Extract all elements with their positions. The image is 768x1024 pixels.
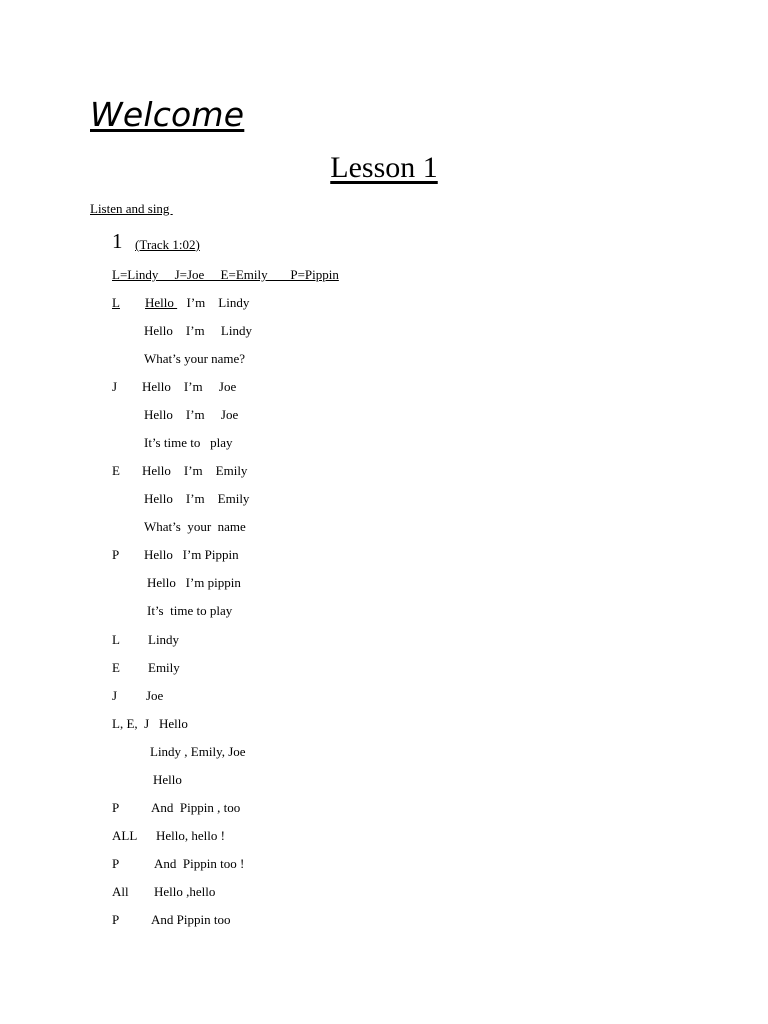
track-label: (Track 1:02) (135, 237, 200, 252)
lyric-line (112, 407, 239, 425)
lyric-line (112, 603, 233, 621)
speaker-label: E (112, 660, 120, 675)
lyric-text: Hello I’m pippin (147, 575, 241, 590)
lyric-text: It’s time to play (147, 603, 233, 618)
speaker-label: L (112, 295, 120, 310)
lyric-line (112, 660, 180, 678)
lyric-line (112, 632, 180, 650)
lyric-line (112, 351, 246, 369)
speaker-label: P (112, 912, 120, 927)
speaker-label: All (112, 884, 129, 899)
lyric-text: And Pippin , too (151, 800, 241, 815)
lyric-line (112, 800, 241, 818)
lyric-text: Hello I’m Lindy (144, 323, 252, 338)
lyric-text: What’s your name? (144, 351, 246, 366)
lyric-text: Hello I’m Emily (142, 463, 248, 478)
lyric-text: Hello (145, 295, 178, 310)
lesson-title: Lesson 1 (330, 151, 438, 184)
lyric-text: Hello (159, 716, 188, 731)
lyric-line (112, 856, 245, 874)
lyric-text: It’s time to play (144, 435, 233, 450)
lyric-line (112, 688, 164, 706)
lyric-text: What’s your name (144, 519, 246, 534)
speaker-label: P (112, 856, 120, 871)
speaker-label: J (112, 379, 118, 394)
speaker-label: L (112, 632, 120, 647)
lyric-text: Hello, hello ! (156, 828, 225, 843)
welcome-heading: Welcome (90, 95, 245, 134)
lyric-text: Hello I’m Joe (144, 407, 239, 422)
lyric-line (112, 463, 248, 481)
lyric-line (112, 716, 188, 734)
lyric-line (112, 435, 233, 453)
lyric-text: Hello I’m Pippin (144, 547, 239, 562)
lyric-line (112, 519, 246, 537)
lyric-line (112, 491, 250, 509)
lyric-line (112, 828, 225, 846)
lyric-text: Hello I’m Joe (142, 379, 237, 394)
speaker-label: E (112, 463, 120, 478)
lyric-line (112, 547, 239, 565)
lyric-text: Lindy , Emily, Joe (150, 744, 246, 759)
lyric-line (112, 379, 237, 397)
speaker-label: ALL (112, 828, 138, 843)
speaker-label: P (112, 800, 120, 815)
lyric-text: And Pippin too (151, 912, 231, 927)
lyric-line (112, 575, 241, 593)
lyric-line (112, 772, 182, 790)
character-legend: L=Lindy J=Joe E=Emily P=Pippin (112, 267, 339, 282)
lyric-line (112, 884, 216, 902)
speaker-label: P (112, 547, 120, 562)
lyric-line (112, 323, 252, 341)
lyric-text: Hello I’m Emily (144, 491, 250, 506)
lyric-line (112, 912, 231, 930)
lyric-line (112, 295, 412, 313)
lyric-text: Emily (148, 660, 180, 675)
speaker-label: J (112, 688, 118, 703)
lyric-text: And Pippin too ! (154, 856, 245, 871)
section-label: Listen and sing (90, 201, 173, 216)
underline-gap (124, 295, 144, 296)
lyric-line (112, 744, 246, 762)
lyric-text: Hello ,hello (154, 884, 216, 899)
lyric-text-continued: I’m Lindy (180, 295, 250, 310)
speaker-label: L, E, J (112, 716, 150, 731)
item-number: 1 (112, 229, 123, 253)
lyric-text: Hello (153, 772, 182, 787)
lyric-text: Joe (146, 688, 164, 703)
lyric-text: Lindy (148, 632, 180, 647)
